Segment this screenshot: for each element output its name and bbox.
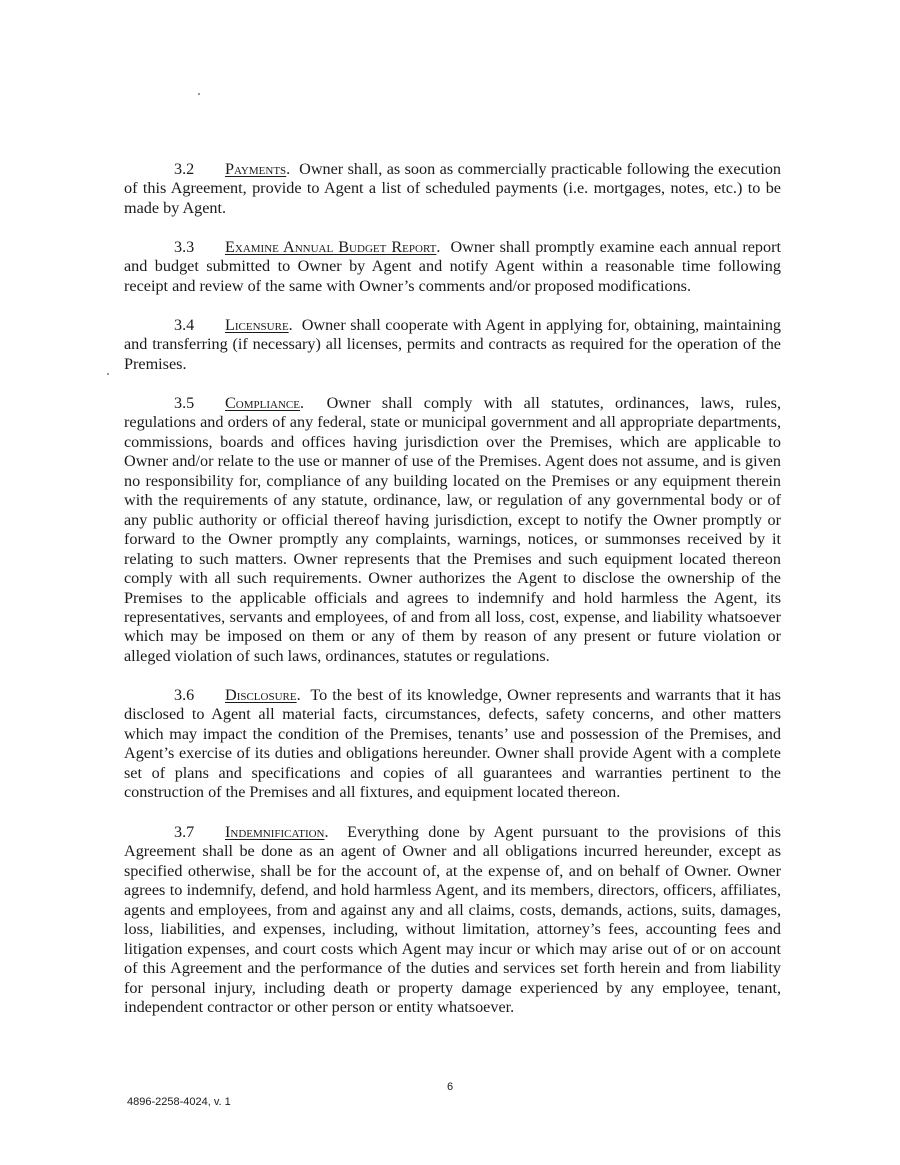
- section-number: 3.3: [174, 238, 195, 256]
- scan-speck: [198, 93, 200, 95]
- section-heading: Examine Annual Budget Report: [225, 238, 437, 256]
- section-heading: Payments: [225, 160, 287, 178]
- section-number: 3.6: [174, 686, 195, 704]
- section-body: Owner shall promptly examine each annual report and budget submitted to Owner by Agent and notify Agent within a reasonable time following receipt and review of the same with Owner’s comments and/or proposed modifications.: [124, 238, 781, 295]
- section-3-2: 3.2 Payments. Owner shall, as soon as commercially practicable following the execution of this Agreement, provide to Agent a list of scheduled payments (i.e. mortgages, notes, etc.) to be made by Agent.: [124, 160, 782, 217]
- scan-speck: [107, 373, 109, 375]
- section-body: Owner shall, as soon as commercially practicable following the execution of this Agreement, provide to Agent a list of scheduled payments (i.e. mortgages, notes, etc.) to be made by Agent.: [124, 160, 782, 217]
- section-heading: Disclosure: [225, 686, 297, 704]
- section-number: 3.4: [174, 316, 195, 334]
- section-3-7: 3.7 Indemnification. Everything done by Agent pursuant to the provisions of this Agreement shall be done as an agent of Owner and all obligations incurred hereunder, except as specified otherwise, shall be for the account of, at the expense of, and on behalf of Owner. Owner agrees to indemnify, defend, and hold harmless Agent, and its members, directors, officers, affiliates, agents and employees, from and against any and all claims, costs, demands, actions, suits, damages, loss, liabilities, and expenses, including, without limitation, attorney’s fees, accounting fees and litigation expenses, and court costs which Agent may incur or which may arise out of or on account of this Agreement and the performance of the duties and services set forth herein and from liability for personal injury, including death or property damage experienced by any employee, tenant, independent contractor or other person or entity whatsoever.: [124, 823, 782, 1017]
- section-3-4: 3.4 Licensure. Owner shall cooperate with Agent in applying for, obtaining, maintaining and transferring (if necessary) all licenses, permits and contracts as required for the operation of the Premises.: [124, 316, 782, 373]
- section-heading: Compliance: [225, 394, 300, 412]
- section-3-6: 3.6 Disclosure. To the best of its knowledge, Owner represents and warrants that it has disclosed to Agent all material facts, circumstances, defects, safety concerns, and other matters which may impact the condition of the Premises, tenants’ use and possession of the Premises, and Agent’s exercise of its duties and obligations hereunder. Owner shall provide Agent with a complete set of plans and specifications and copies of all guarantees and warranties pertinent to the construction of the Premises and all fixtures, and equipment located thereon.: [124, 686, 781, 802]
- section-heading: Licensure: [225, 316, 289, 334]
- section-number: 3.2: [174, 160, 195, 178]
- section-heading: Indemnification: [225, 823, 325, 841]
- section-number: 3.7: [174, 823, 195, 841]
- document-id: 4896-2258-4024, v. 1: [127, 1096, 231, 1108]
- section-body: Everything done by Agent pursuant to the provisions of this Agreement shall be done as an agent of Owner and all obligations incurred hereunder, except as specified otherwise, shall be for the account of, at the expense of, and on behalf of Owner. Owner agrees to indemnify, defend, and hold harmless Agent, and its members, directors, officers, affiliates, agents and employees, from and against any and all claims, costs, demands, actions, suits, damages, loss, liabilities, and expenses, including, without limitation, attorney’s fees, accounting fees and litigation expenses, and court costs which Agent may incur or which may arise out of or on account of this Agreement and the performance of the duties and services set forth herein and from liability for personal injury, including death or property damage experienced by any employee, tenant, independent contractor or other person or entity whatsoever.: [124, 823, 782, 1017]
- section-3-3: 3.3 Examine Annual Budget Report. Owner shall promptly examine each annual report and budget submitted to Owner by Agent and notify Agent within a reasonable time following receipt and review of the same with Owner’s comments and/or proposed modifications.: [124, 238, 781, 295]
- section-body: Owner shall comply with all statutes, ordinances, laws, rules, regulations and orders of any federal, state or municipal government and all appropriate departments, commissions, boards and offices having jurisdiction over the Premises, which are applicable to Owner and/or relate to the use or manner of use of the Premises. Agent does not assume, and is given no responsibility for, compliance of any building located on the Premises or any equipment therein with the requirements of any statute, ordinance, law, or regulation of any governmental body or of any public authority or official thereof having jurisdiction, except to notify the Owner promptly or forward to the Owner promptly any complaints, warnings, notices, or summonses received by it relating to such matters. Owner represents that the Premises and such equipment located thereon comply with all such requirements. Owner authorizes the Agent to disclose the ownership of the Premises to the applicable officials and agrees to indemnify and hold harmless the Agent, its representatives, servants and employees, of and from all loss, cost, expense, and liability whatsoever which may be imposed on them or any of them by reason of any present or future violation or alleged violation of such laws, ordinances, statutes or regulations.: [124, 394, 782, 665]
- section-number: 3.5: [174, 394, 195, 412]
- section-body: Owner shall cooperate with Agent in applying for, obtaining, maintaining and transferring (if necessary) all licenses, permits and contracts as required for the operation of the Premises.: [124, 316, 782, 373]
- page-number: 6: [446, 1081, 454, 1093]
- section-3-5: 3.5 Compliance. Owner shall comply with all statutes, ordinances, laws, rules, regulations and orders of any federal, state or municipal government and all appropriate departments, commissions, boards and offices having jurisdiction over the Premises, which are applicable to Owner and/or relate to the use or manner of use of the Premises. Agent does not assume, and is given no responsibility for, compliance of any building located on the Premises or any equipment therein with the requirements of any statute, ordinance, law, or regulation of any governmental body or of any public authority or official thereof having jurisdiction, except to notify the Owner promptly or forward to the Owner promptly any complaints, warnings, notices, or summonses received by it relating to such matters. Owner represents that the Premises and such equipment located thereon comply with all such requirements. Owner authorizes the Agent to disclose the ownership of the Premises to the applicable officials and agrees to indemnify and hold harmless the Agent, its representatives, servants and employees, of and from all loss, cost, expense, and liability whatsoever which may be imposed on them or any of them by reason of any present or future violation or alleged violation of such laws, ordinances, statutes or regulations.: [124, 394, 782, 665]
- section-body: To the best of its knowledge, Owner represents and warrants that it has disclosed to Agent all material facts, circumstances, defects, safety concerns, and other matters which may impact the condition of the Premises, tenants’ use and possession of the Premises, and Agent’s exercise of its duties and obligations hereunder. Owner shall provide Agent with a complete set of plans and specifications and copies of all guarantees and warranties pertinent to the construction of the Premises and all fixtures, and equipment located thereon.: [124, 686, 781, 802]
